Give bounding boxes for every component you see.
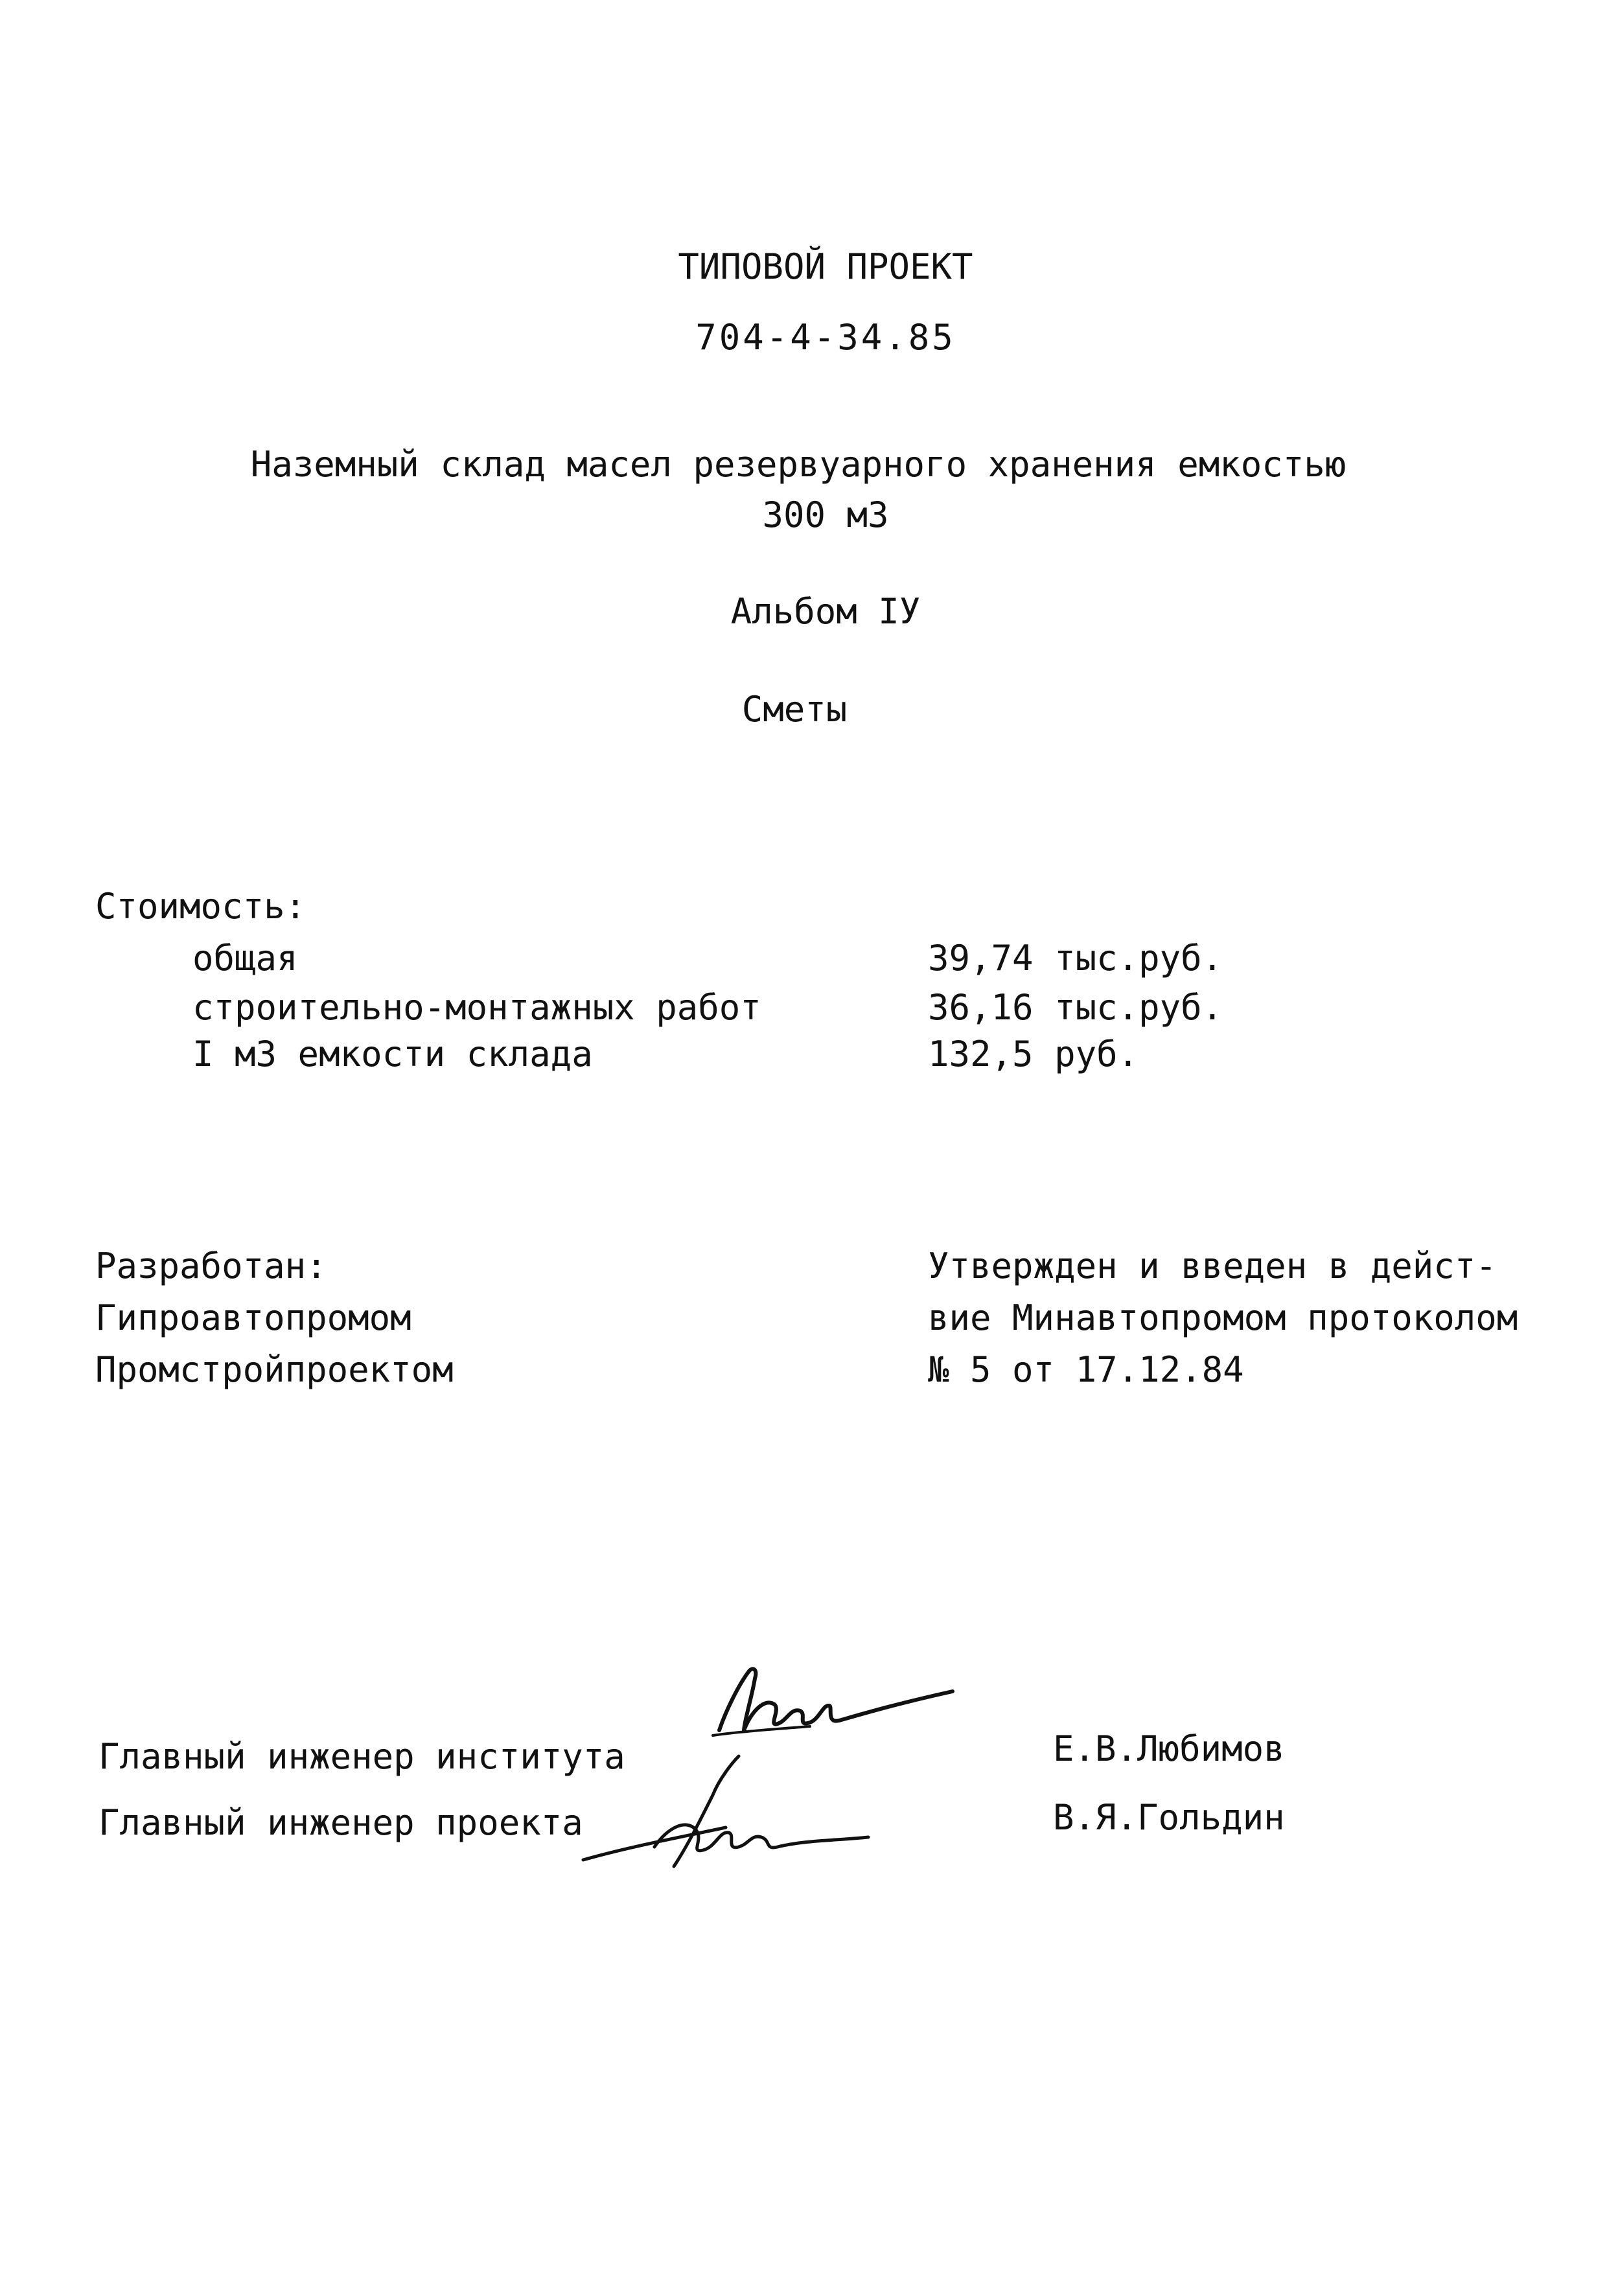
signatory-name: В.Я.Гольдин bbox=[1053, 1797, 1285, 1838]
cost-row-label: I м3 емкости склада bbox=[192, 1034, 593, 1074]
section-label: Сметы bbox=[741, 689, 848, 730]
album-label: Альбом IУ bbox=[730, 591, 921, 632]
approval-line: № 5 от 17.12.84 bbox=[928, 1349, 1244, 1390]
cost-row-label: строительно-монтажных работ bbox=[192, 987, 761, 1028]
developer-org: Промстройпроектом bbox=[95, 1349, 454, 1390]
project-number: 704-4-34.85 bbox=[695, 317, 956, 358]
approval-line: Утвержден и введен в дейст- bbox=[928, 1246, 1497, 1286]
signature-mark bbox=[700, 1659, 972, 1756]
developed-heading: Разработан: bbox=[95, 1246, 327, 1286]
cost-row-value: 132,5 руб. bbox=[928, 1034, 1139, 1074]
developer-org: Гипроавтопромом bbox=[95, 1297, 411, 1338]
cost-row-label: общая bbox=[192, 938, 298, 979]
project-title-line2: 300 м3 bbox=[762, 494, 889, 535]
approval-line: вие Минавтопромом протоколом bbox=[928, 1297, 1518, 1338]
cost-row-value: 39,74 тыс.руб. bbox=[928, 938, 1223, 979]
signature-role: Главный инженер проекта bbox=[98, 1802, 583, 1843]
cost-heading: Стоимость: bbox=[95, 886, 306, 927]
signature-mark bbox=[577, 1750, 888, 1879]
signatory-name: Е.В.Любимов bbox=[1053, 1728, 1285, 1769]
doc-type: ТИПОВОЙ ПРОЕКТ bbox=[678, 246, 973, 287]
project-title-line1: Наземный склад масел резервуарного хранения емкостью bbox=[250, 444, 1347, 485]
signature-role: Главный инженер института bbox=[98, 1736, 625, 1777]
cost-row-value: 36,16 тыс.руб. bbox=[928, 987, 1223, 1028]
